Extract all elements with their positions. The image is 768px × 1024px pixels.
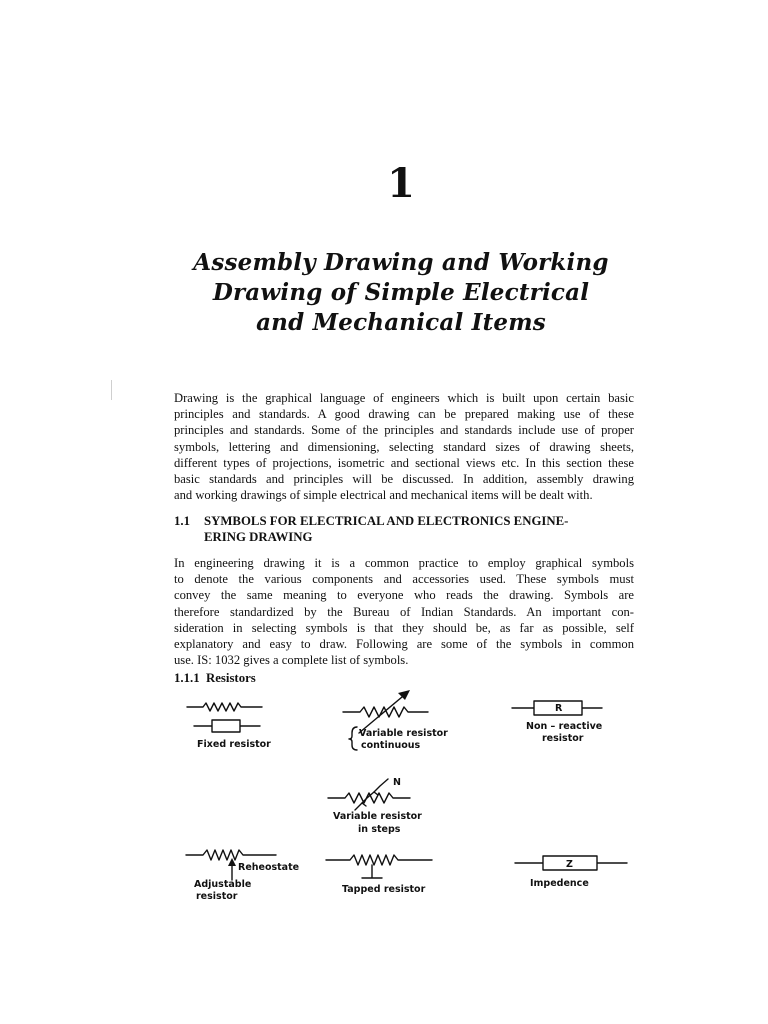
variable-continuous-label-line2: continuous — [361, 740, 421, 751]
rheostat-symbol — [186, 850, 299, 902]
variable-resistor-steps-symbol — [328, 777, 422, 835]
tapped-resistor-label: Tapped resistor — [342, 884, 426, 895]
non-reactive-label-line1: Non – reactive — [526, 721, 603, 732]
impedance-label: Impedence — [530, 878, 589, 889]
impedance-symbol — [515, 856, 627, 889]
section-title-line: SYMBOLS FOR ELECTRICAL AND ELECTRONICS ENGINE- — [204, 514, 569, 528]
variable-steps-marker: N — [393, 777, 401, 788]
variable-steps-label-line1: Variable resistor — [333, 811, 422, 822]
chapter-title-line: Assembly Drawing and Working — [193, 249, 609, 276]
text-line: principles and standards. Some of the principles and standards include use of proper — [174, 423, 634, 438]
chapter-title-line: Drawing of Simple Electrical — [212, 279, 590, 306]
fixed-resistor-label: Fixed resistor — [197, 739, 271, 750]
text-line: explanatory and easy to draw. Following are some of the symbols in common — [174, 637, 634, 652]
text-line: Drawing is the graphical language of engineers which is built upon certain basic — [174, 391, 634, 405]
section-number: 1.1 — [174, 514, 190, 528]
text-line: principles and standards. A good drawing can be prepared making use of these — [174, 407, 634, 422]
text-line: use. IS: 1032 gives a complete list of symbols. — [174, 653, 409, 668]
text-line: sideration in selecting symbols is that they should be, as far as possible, self — [174, 620, 634, 635]
non-reactive-resistor-symbol — [512, 701, 602, 744]
text-line: symbols, lettering and dimensioning, selecting standard sizes of drawing sheets, — [174, 439, 634, 454]
text-line: convey the same meaning to everyone who reads the drawing. Symbols are — [174, 588, 634, 603]
text-line: to denote the various components and accessories used. These symbols must — [174, 572, 634, 587]
text-line: In engineering drawing it is a common practice to employ graphical symbols — [174, 556, 634, 570]
fixed-resistor-symbol — [187, 703, 271, 750]
subsection-number: 1.1.1 — [174, 671, 200, 685]
non-reactive-label-line2: resistor — [542, 733, 584, 744]
text-line: and working drawings of simple electrical and mechanical items will be dealt with. — [174, 488, 593, 503]
chapter-title-line: and Mechanical Items — [256, 309, 546, 336]
text-line: basic standards and principles will be discussed. In addition, assembly drawing — [174, 472, 634, 487]
text-line: different types of projections, isometric and sectional views etc. In this section these — [174, 455, 634, 470]
rheostat-label: Reheostate — [238, 862, 300, 873]
text-line: therefore standardized by the Bureau of Indian Standards. An important con- — [174, 604, 634, 619]
tapped-resistor-symbol — [326, 855, 432, 895]
variable-resistor-continuous-symbol — [343, 690, 448, 751]
subsection-title: Resistors — [206, 671, 256, 685]
adjustable-label-line1: Adjustable — [194, 879, 252, 890]
section-title-line: ERING DRAWING — [204, 530, 313, 544]
chapter-number: 1 — [387, 160, 415, 207]
non-reactive-box-letter: R — [555, 703, 563, 714]
variable-steps-label-line2: in steps — [358, 824, 401, 835]
impedance-box-letter: Z — [566, 859, 573, 870]
adjustable-label-line2: resistor — [196, 891, 238, 902]
variable-continuous-label-line1: Variable resistor — [359, 728, 448, 739]
